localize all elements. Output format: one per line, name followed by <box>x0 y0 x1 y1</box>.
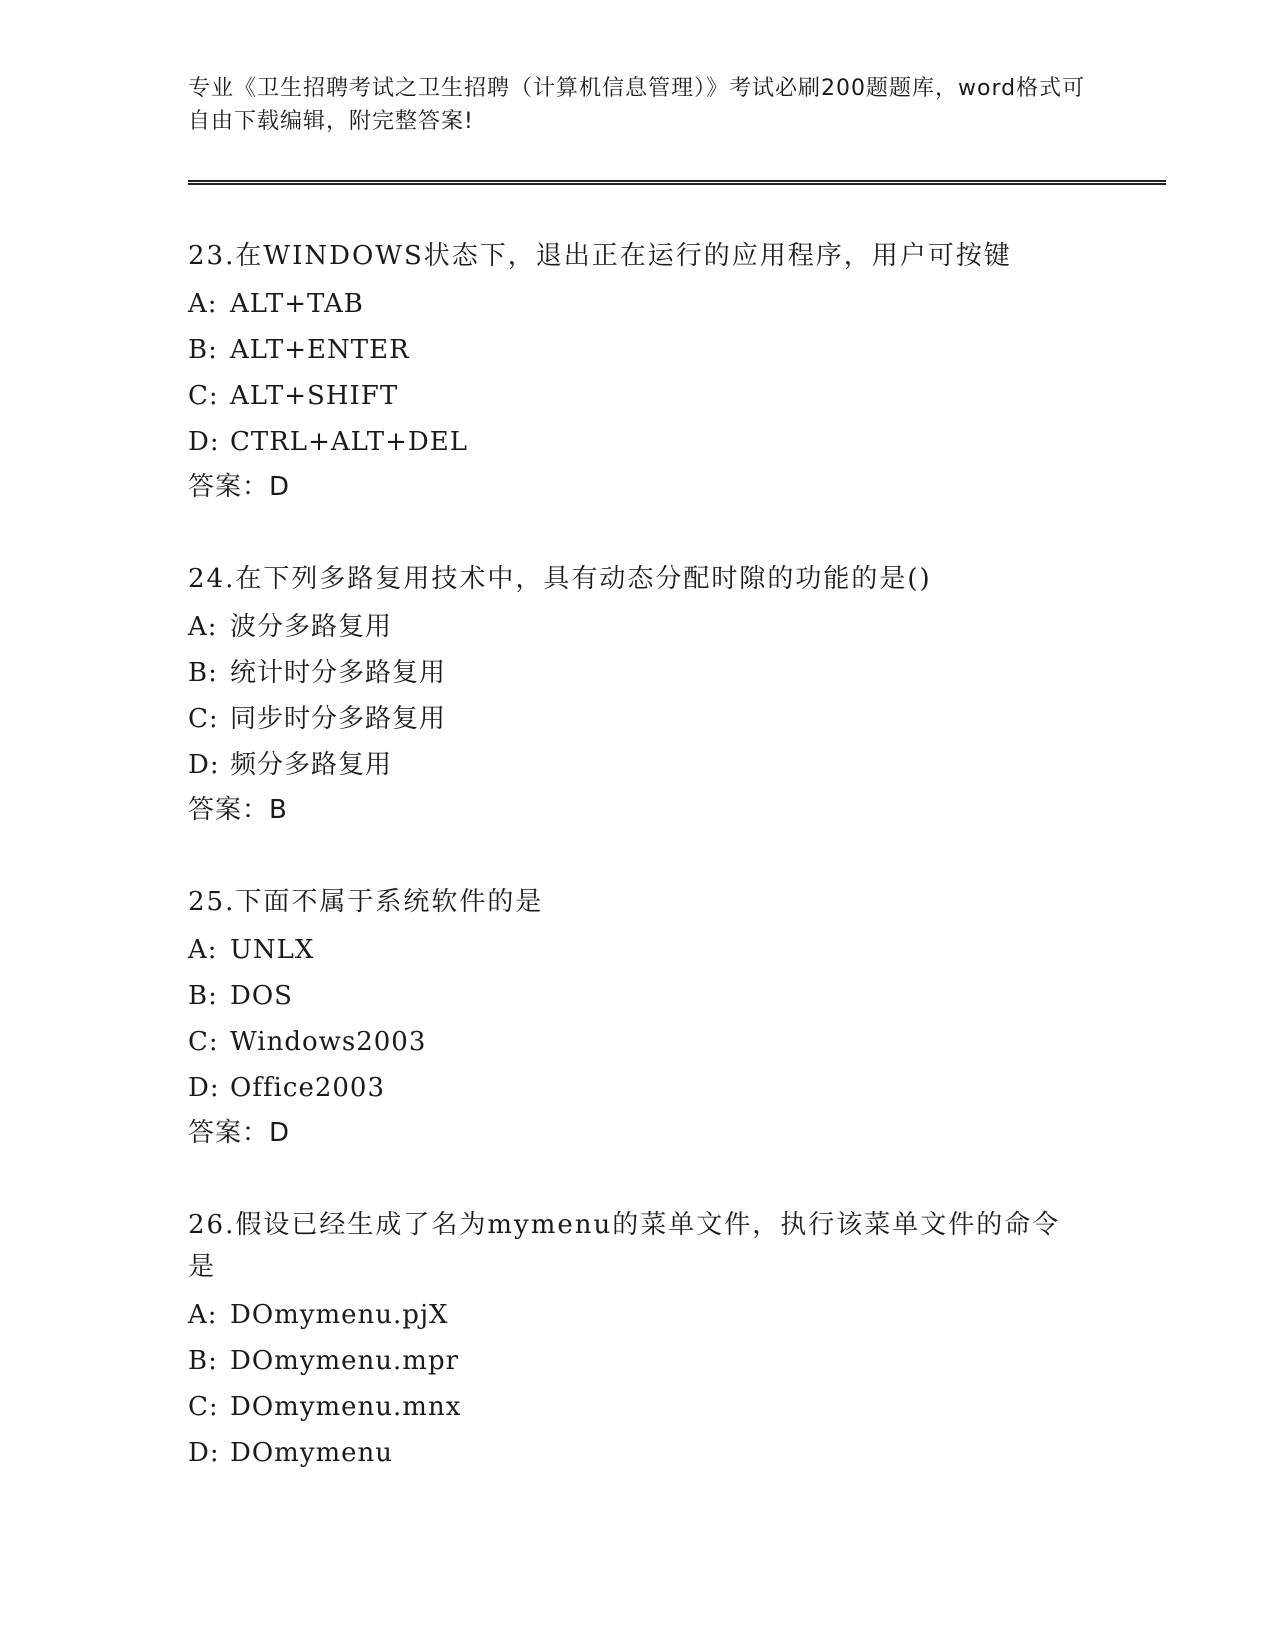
option-text: DOmymenu.pjX <box>230 1300 449 1330</box>
option-b <box>188 327 1168 373</box>
answer-line: 答案：D <box>188 1118 291 1148</box>
option-key: B: <box>188 658 218 688</box>
question-24 <box>188 558 1168 832</box>
question-stem: 23.在WINDOWS状态下，退出正在运行的应用程序，用户可按键 <box>188 241 1012 271</box>
answer-line: 答案：B <box>188 795 288 825</box>
option-text: ALT+SHIFT <box>230 381 399 411</box>
option-key: B: <box>188 335 218 365</box>
option-c <box>188 1384 1168 1430</box>
option-text: 统计时分多路复用 <box>230 658 447 688</box>
option-b <box>188 1338 1168 1384</box>
option-key: A: <box>188 289 218 319</box>
option-key: B: <box>188 981 218 1011</box>
option-c <box>188 696 1168 742</box>
option-key: D: <box>188 427 220 457</box>
option-d <box>188 1430 1168 1476</box>
option-key: B: <box>188 1346 218 1376</box>
question-25 <box>188 881 1168 1155</box>
question-26 <box>188 1204 1168 1476</box>
option-key: C: <box>188 1027 219 1057</box>
option-text: CTRL+ALT+DEL <box>230 427 469 457</box>
answer-line: 答案：D <box>188 472 291 502</box>
option-d <box>188 742 1168 788</box>
option-text: ALT+TAB <box>230 289 364 319</box>
option-text: DOmymenu.mpr <box>230 1346 460 1376</box>
question-list <box>188 235 1168 1476</box>
double-rule-divider <box>188 180 1166 185</box>
option-key: C: <box>188 1392 219 1422</box>
question-stem: 24.在下列多路复用技术中，具有动态分配时隙的功能的是() <box>188 564 932 594</box>
option-c <box>188 1019 1168 1065</box>
option-text: 波分多路复用 <box>230 612 393 642</box>
option-key: A: <box>188 935 218 965</box>
question-23 <box>188 235 1168 509</box>
option-text: Windows2003 <box>230 1027 427 1057</box>
option-key: D: <box>188 1438 220 1468</box>
option-d <box>188 419 1168 465</box>
question-stem: 25.下面不属于系统软件的是 <box>188 887 544 917</box>
option-text: 频分多路复用 <box>230 750 393 780</box>
option-a <box>188 604 1168 650</box>
option-a <box>188 927 1168 973</box>
option-key: A: <box>188 1300 218 1330</box>
option-d <box>188 1065 1168 1111</box>
document-page <box>188 72 1168 1525</box>
option-key: C: <box>188 704 219 734</box>
option-a <box>188 281 1168 327</box>
option-text: DOmymenu <box>230 1438 394 1468</box>
option-key: A: <box>188 612 218 642</box>
option-key: D: <box>188 1073 220 1103</box>
question-stem: 26.假设已经生成了名为mymenu的菜单文件，执行该菜单文件的命令是 <box>188 1210 1061 1282</box>
option-key: D: <box>188 750 220 780</box>
option-text: 同步时分多路复用 <box>230 704 447 734</box>
option-text: ALT+ENTER <box>230 335 410 365</box>
option-b <box>188 973 1168 1019</box>
document-intro: 专业《卫生招聘考试之卫生招聘（计算机信息管理）》考试必刷200题题库，word格式可自由下载编辑，附完整答案! <box>188 76 1086 134</box>
option-text: UNLX <box>230 935 315 965</box>
option-key: C: <box>188 381 219 411</box>
option-text: Office2003 <box>230 1073 385 1103</box>
option-c <box>188 373 1168 419</box>
option-b <box>188 650 1168 696</box>
option-text: DOS <box>230 981 293 1011</box>
option-text: DOmymenu.mnx <box>230 1392 462 1422</box>
option-a <box>188 1292 1168 1338</box>
